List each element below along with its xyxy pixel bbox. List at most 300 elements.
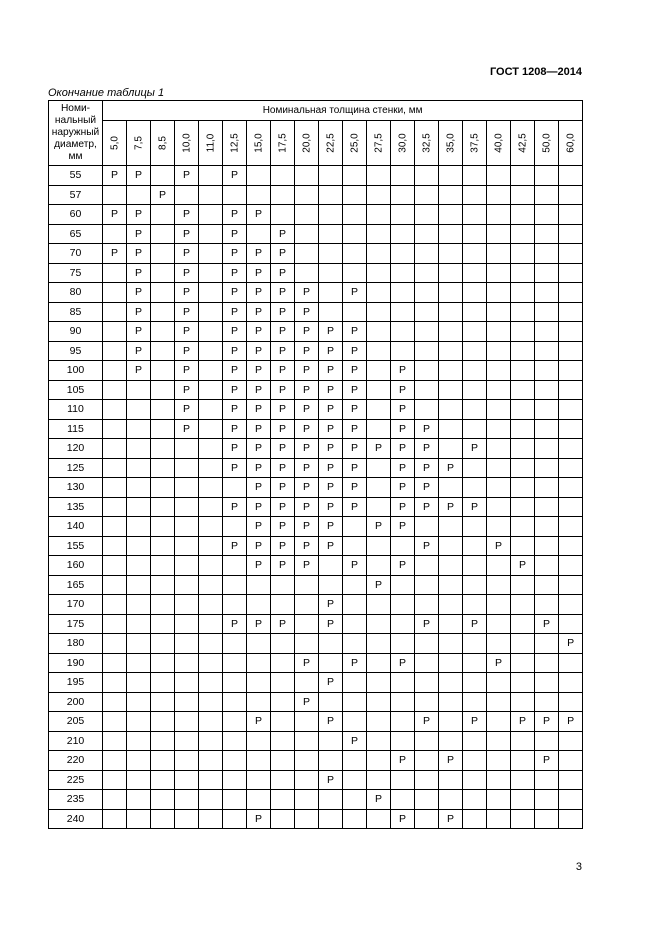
availability-cell: Р [367,439,391,459]
availability-cell [271,790,295,810]
availability-cell: Р [391,458,415,478]
availability-cell: Р [175,244,199,264]
availability-cell [103,556,127,576]
availability-cell: Р [175,302,199,322]
availability-cell: Р [271,244,295,264]
availability-cell: Р [223,439,247,459]
availability-cell [439,185,463,205]
availability-cell [439,263,463,283]
thickness-value: 40,0 [493,133,504,153]
table-row [49,731,583,751]
availability-cell: Р [223,400,247,420]
availability-cell [415,556,439,576]
availability-cell: Р [463,712,487,732]
availability-cell [151,692,175,712]
availability-cell [295,595,319,615]
availability-cell: Р [295,556,319,576]
availability-cell [247,224,271,244]
availability-cell [247,166,271,186]
availability-cell: Р [223,205,247,225]
availability-cell [199,731,223,751]
availability-cell [103,185,127,205]
availability-cell [559,790,583,810]
availability-cell: Р [295,361,319,381]
availability-cell [151,497,175,517]
availability-cell [511,224,535,244]
diameter-cell: 235 [49,790,103,810]
availability-cell: Р [343,419,367,439]
diameter-header-line: мм [68,151,83,162]
availability-cell [367,166,391,186]
availability-cell [511,634,535,654]
availability-cell [199,575,223,595]
availability-cell [367,361,391,381]
availability-cell: Р [223,614,247,634]
availability-cell [487,517,511,537]
diameter-cell: 155 [49,536,103,556]
thickness-column-header [247,121,271,166]
availability-cell [343,634,367,654]
availability-cell [247,575,271,595]
availability-cell [127,380,151,400]
availability-cell [415,653,439,673]
availability-cell [487,731,511,751]
availability-cell [559,361,583,381]
availability-cell [439,536,463,556]
availability-cell [223,575,247,595]
availability-cell [439,341,463,361]
availability-cell [439,692,463,712]
availability-cell [391,322,415,342]
availability-cell [535,361,559,381]
diameter-cell: 205 [49,712,103,732]
availability-cell [127,439,151,459]
availability-cell [511,283,535,303]
availability-cell [343,790,367,810]
availability-cell [151,263,175,283]
availability-cell [463,790,487,810]
table-row [49,478,583,498]
availability-cell: Р [343,478,367,498]
availability-cell [439,770,463,790]
availability-cell [367,478,391,498]
availability-cell [295,614,319,634]
availability-cell [175,634,199,654]
availability-cell: Р [559,712,583,732]
table-row [49,458,583,478]
availability-cell [103,458,127,478]
availability-cell [103,283,127,303]
availability-cell [127,400,151,420]
availability-cell [223,692,247,712]
availability-cell [175,790,199,810]
thickness-value: 35,0 [445,133,456,153]
availability-cell [535,244,559,264]
availability-cell [151,731,175,751]
availability-cell [103,517,127,537]
availability-cell [511,185,535,205]
availability-cell [367,400,391,420]
availability-cell [199,322,223,342]
availability-cell: Р [175,400,199,420]
availability-cell: Р [247,244,271,264]
availability-cell [295,809,319,829]
availability-cell [271,751,295,771]
availability-cell: Р [391,380,415,400]
availability-cell [343,205,367,225]
availability-cell [175,536,199,556]
availability-cell: Р [175,341,199,361]
availability-cell: Р [487,536,511,556]
availability-cell [127,770,151,790]
availability-cell: Р [343,283,367,303]
availability-cell [175,497,199,517]
availability-cell [511,302,535,322]
availability-cell [439,614,463,634]
thickness-column-header [127,121,151,166]
availability-cell: Р [271,283,295,303]
availability-cell [199,302,223,322]
availability-cell [367,673,391,693]
availability-cell: Р [271,478,295,498]
availability-cell [439,673,463,693]
availability-cell [151,439,175,459]
availability-cell [367,380,391,400]
thickness-value: 15,0 [253,133,264,153]
availability-cell [511,692,535,712]
diameter-cell: 85 [49,302,103,322]
availability-cell [103,673,127,693]
availability-cell [415,692,439,712]
availability-cell [199,205,223,225]
availability-cell [559,263,583,283]
thickness-value: 12,5 [229,133,240,153]
availability-cell [127,419,151,439]
availability-cell [487,380,511,400]
availability-cell [463,341,487,361]
availability-cell [223,556,247,576]
diameter-cell: 110 [49,400,103,420]
table-row [49,751,583,771]
availability-cell [367,458,391,478]
availability-cell [391,595,415,615]
availability-cell [367,341,391,361]
availability-cell [271,166,295,186]
availability-cell: Р [319,400,343,420]
availability-cell: Р [271,419,295,439]
availability-cell: Р [127,341,151,361]
availability-cell: Р [463,497,487,517]
availability-cell: Р [223,302,247,322]
availability-cell [463,458,487,478]
thickness-value: 32,5 [421,133,432,153]
diameter-cell: 65 [49,224,103,244]
availability-cell [391,731,415,751]
availability-cell: Р [271,302,295,322]
availability-cell [319,751,343,771]
thickness-column-header [367,121,391,166]
diameter-cell: 240 [49,809,103,829]
availability-cell: Р [343,322,367,342]
table-header-row [49,101,583,121]
availability-cell [463,166,487,186]
availability-cell: Р [319,595,343,615]
availability-cell [223,595,247,615]
availability-cell [271,770,295,790]
availability-cell: Р [535,712,559,732]
table-row [49,575,583,595]
availability-cell [391,263,415,283]
table-row [49,692,583,712]
availability-cell [487,595,511,615]
availability-cell: Р [295,283,319,303]
availability-cell [535,634,559,654]
availability-cell [439,283,463,303]
availability-cell: Р [319,614,343,634]
availability-cell [367,205,391,225]
availability-cell [247,751,271,771]
thickness-column-header [103,121,127,166]
availability-cell: Р [103,244,127,264]
availability-cell [319,790,343,810]
availability-cell [415,205,439,225]
thickness-value: 50,0 [541,133,552,153]
availability-cell: Р [247,380,271,400]
availability-cell [199,770,223,790]
availability-cell [415,322,439,342]
availability-cell [175,770,199,790]
availability-cell: Р [343,653,367,673]
availability-cell [103,692,127,712]
availability-cell [367,731,391,751]
availability-cell [127,712,151,732]
availability-cell: Р [535,614,559,634]
availability-cell [415,790,439,810]
availability-cell [223,634,247,654]
availability-cell: Р [415,478,439,498]
availability-cell: Р [343,341,367,361]
availability-cell [535,517,559,537]
availability-cell: Р [247,536,271,556]
availability-cell [199,634,223,654]
availability-cell [463,536,487,556]
availability-cell [367,224,391,244]
availability-cell: Р [247,419,271,439]
availability-cell: Р [343,556,367,576]
availability-cell [415,575,439,595]
availability-cell: Р [343,731,367,751]
availability-cell [103,634,127,654]
availability-cell [199,653,223,673]
availability-cell: Р [415,712,439,732]
availability-cell [103,536,127,556]
availability-cell [511,790,535,810]
availability-cell: Р [343,361,367,381]
availability-cell [487,751,511,771]
availability-cell [487,634,511,654]
availability-cell [367,556,391,576]
availability-cell [439,361,463,381]
availability-cell [199,790,223,810]
availability-cell [343,536,367,556]
diameter-cell: 225 [49,770,103,790]
availability-cell [247,653,271,673]
availability-cell [199,439,223,459]
availability-cell [127,653,151,673]
availability-cell [247,185,271,205]
availability-cell [367,497,391,517]
availability-cell [151,224,175,244]
availability-cell [559,595,583,615]
diameter-cell: 80 [49,283,103,303]
availability-cell: Р [319,712,343,732]
availability-cell [391,302,415,322]
availability-cell: Р [511,556,535,576]
availability-cell [487,458,511,478]
availability-cell [511,322,535,342]
availability-cell [103,731,127,751]
availability-cell [319,263,343,283]
availability-cell [127,556,151,576]
availability-cell [271,731,295,751]
availability-cell [511,439,535,459]
availability-cell: Р [247,205,271,225]
availability-cell [127,731,151,751]
diameter-cell: 55 [49,166,103,186]
table-row [49,497,583,517]
availability-cell [511,517,535,537]
availability-cell [367,809,391,829]
availability-cell [535,478,559,498]
availability-cell: Р [391,809,415,829]
availability-cell [343,302,367,322]
table-row [49,439,583,459]
availability-cell [127,790,151,810]
availability-cell [463,380,487,400]
availability-cell: Р [127,244,151,264]
table-row [49,712,583,732]
availability-cell [463,634,487,654]
availability-cell [199,809,223,829]
availability-cell [103,302,127,322]
availability-cell [367,263,391,283]
diameter-cell: 115 [49,419,103,439]
availability-cell [511,341,535,361]
table-row [49,361,583,381]
availability-cell [151,809,175,829]
availability-cell [487,575,511,595]
availability-cell [127,517,151,537]
availability-cell [415,731,439,751]
availability-cell [367,185,391,205]
availability-cell: Р [151,185,175,205]
availability-cell [511,244,535,264]
availability-cell [391,712,415,732]
diameter-header-line: нальный [54,115,97,126]
availability-cell: Р [319,419,343,439]
availability-cell [535,673,559,693]
availability-cell [295,575,319,595]
availability-cell [199,595,223,615]
table-row [49,263,583,283]
thickness-column-header [439,121,463,166]
availability-cell [439,595,463,615]
availability-cell: Р [247,614,271,634]
availability-cell [319,575,343,595]
thickness-column-header [295,121,319,166]
availability-cell [343,770,367,790]
availability-cell [199,224,223,244]
availability-cell: Р [391,497,415,517]
availability-cell [151,536,175,556]
diameter-column-header [49,101,103,166]
availability-cell: Р [295,536,319,556]
availability-cell [415,361,439,381]
availability-cell [103,361,127,381]
availability-cell [463,478,487,498]
availability-cell [175,614,199,634]
availability-cell [439,439,463,459]
diameter-cell: 135 [49,497,103,517]
availability-cell: Р [247,263,271,283]
table-row [49,380,583,400]
availability-cell [127,478,151,498]
availability-cell [535,458,559,478]
availability-cell [343,224,367,244]
diameter-cell: 175 [49,614,103,634]
availability-cell: Р [247,517,271,537]
availability-cell [151,400,175,420]
availability-cell [463,205,487,225]
availability-cell: Р [319,517,343,537]
availability-cell [511,419,535,439]
availability-cell [391,575,415,595]
availability-cell [391,770,415,790]
availability-cell [559,185,583,205]
availability-cell [175,458,199,478]
availability-cell: Р [295,322,319,342]
availability-cell: Р [103,205,127,225]
availability-cell [103,380,127,400]
availability-cell: Р [223,244,247,264]
availability-cell [559,575,583,595]
availability-cell: Р [247,302,271,322]
diameter-cell: 120 [49,439,103,459]
availability-cell: Р [223,224,247,244]
availability-cell [487,673,511,693]
diameter-cell: 180 [49,634,103,654]
availability-cell: Р [295,419,319,439]
availability-cell [175,556,199,576]
availability-cell: Р [415,536,439,556]
diameter-cell: 75 [49,263,103,283]
availability-cell [127,673,151,693]
availability-cell [415,751,439,771]
availability-cell: Р [487,653,511,673]
availability-cell [271,634,295,654]
availability-cell [103,575,127,595]
availability-cell: Р [391,439,415,459]
availability-cell [487,478,511,498]
availability-cell [175,712,199,732]
table-row [49,614,583,634]
availability-cell [511,263,535,283]
availability-cell: Р [271,517,295,537]
availability-cell [103,224,127,244]
diameter-cell: 140 [49,517,103,537]
availability-cell [175,809,199,829]
availability-cell: Р [295,497,319,517]
